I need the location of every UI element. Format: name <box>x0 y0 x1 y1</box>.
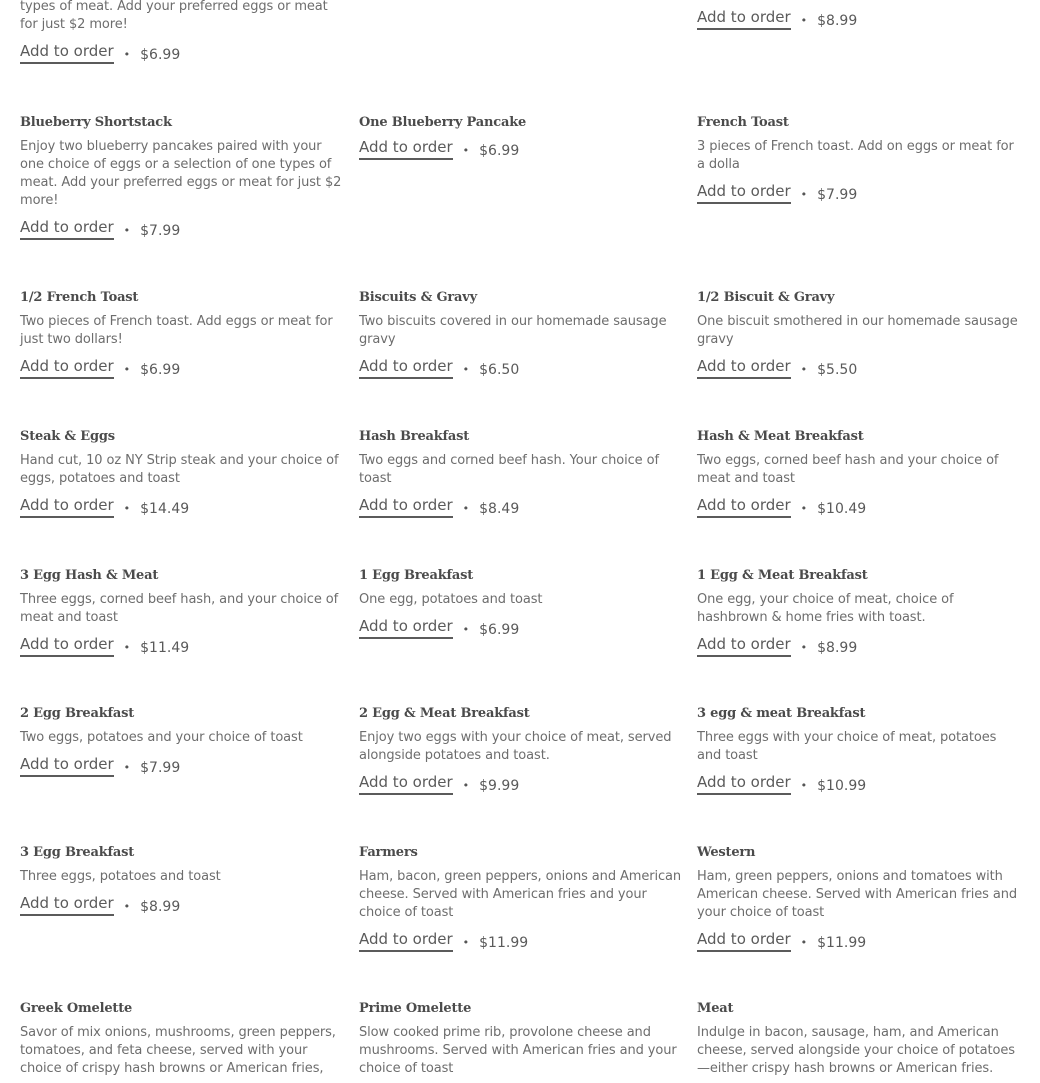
menu-item-card <box>697 289 1020 381</box>
separator-dot: • <box>800 935 808 949</box>
menu-item-card <box>359 844 682 954</box>
item-title: Meat <box>697 1001 734 1016</box>
add-to-order-button[interactable]: Add to order <box>359 496 453 518</box>
item-price: $11.99 <box>479 935 529 951</box>
menu-item-card <box>359 705 682 797</box>
item-description: Savor of mix onions, mushrooms, green peppers, tomatoes, and feta cheese, served with your choice of crispy hash browns or American fries, <box>20 1025 336 1076</box>
item-description: 3 pieces of French toast. Add on eggs or meat for a dolla <box>697 139 1014 172</box>
item-title: 1/2 Biscuit & Gravy <box>697 290 835 305</box>
separator-dot: • <box>462 143 470 157</box>
add-to-order-button[interactable]: Add to order <box>20 755 114 777</box>
separator-dot: • <box>462 935 470 949</box>
separator-dot: • <box>800 13 808 27</box>
order-row <box>697 180 1020 206</box>
item-title: Hash & Meat Breakfast <box>697 429 864 444</box>
menu-item-card <box>359 567 682 641</box>
order-row <box>359 928 682 954</box>
item-price: $7.99 <box>817 187 858 203</box>
menu-item-card <box>20 567 343 659</box>
menu-item-card <box>697 1000 1020 1083</box>
item-price: $6.50 <box>479 362 520 378</box>
item-description: One egg, potatoes and toast <box>359 592 543 607</box>
item-price: $8.49 <box>479 501 520 517</box>
order-row <box>697 494 1020 520</box>
item-description: Ham, green peppers, onions and tomatoes with American cheese. Served with American fries and your choice of toast <box>697 869 1017 920</box>
item-price: $6.99 <box>140 47 181 63</box>
item-price: $7.99 <box>140 760 181 776</box>
item-price: $6.99 <box>140 362 181 378</box>
item-title: Prime Omelette <box>359 1001 472 1016</box>
separator-dot: • <box>462 622 470 636</box>
item-price: $8.99 <box>817 640 858 656</box>
add-to-order-button[interactable]: Add to order <box>697 773 791 795</box>
item-description: Ham, bacon, green peppers, onions and American cheese. Served with American fries and your choice of toast <box>359 869 682 920</box>
item-title: One Blueberry Pancake <box>359 115 527 130</box>
menu-item-card <box>697 844 1020 954</box>
menu-item-card <box>359 1000 682 1083</box>
add-to-order-button[interactable]: Add to order <box>20 635 114 657</box>
item-title: Blueberry Shortstack <box>20 115 172 130</box>
add-to-order-button[interactable]: Add to order <box>359 138 453 160</box>
item-title: 3 Egg Breakfast <box>20 845 135 860</box>
order-row <box>359 771 682 797</box>
menu-item-card <box>20 428 343 520</box>
order-row <box>20 494 343 520</box>
order-row <box>20 40 343 66</box>
separator-dot: • <box>123 223 131 237</box>
item-description: One egg, your choice of meat, choice of hashbrown & home fries with toast. <box>697 592 954 625</box>
add-to-order-button[interactable]: Add to order <box>697 496 791 518</box>
add-to-order-button[interactable]: Add to order <box>697 930 791 952</box>
separator-dot: • <box>462 501 470 515</box>
item-description: Two eggs, corned beef hash and your choice of meat and toast <box>697 453 999 486</box>
item-title: 3 egg & meat Breakfast <box>697 706 866 721</box>
item-description: Indulge in bacon, sausage, ham, and American cheese, served alongside your choice of potatoes—either crispy hash browns or American fries. <box>697 1025 1015 1076</box>
separator-dot: • <box>800 778 808 792</box>
add-to-order-button[interactable]: Add to order <box>20 218 114 240</box>
item-description: Enjoy two blueberry pancakes paired with your one choice of eggs or a selection of one types of meat. Add your preferred eggs or meat for just $2 more! <box>20 139 342 208</box>
add-to-order-button[interactable]: Add to order <box>20 357 114 379</box>
item-price: $7.99 <box>140 223 181 239</box>
item-description: Three eggs with your choice of meat, potatoes and toast <box>697 730 997 763</box>
menu-item-card <box>359 114 682 162</box>
order-row <box>697 928 1020 954</box>
order-row <box>697 355 1020 381</box>
order-row <box>359 136 682 162</box>
menu-item-card <box>20 1000 343 1083</box>
menu-item-card <box>697 6 1020 32</box>
item-price: $11.99 <box>817 935 867 951</box>
separator-dot: • <box>123 640 131 654</box>
separator-dot: • <box>123 501 131 515</box>
add-to-order-button[interactable]: Add to order <box>359 617 453 639</box>
item-description: Three eggs, potatoes and toast <box>20 869 221 884</box>
separator-dot: • <box>462 362 470 376</box>
item-title: French Toast <box>697 115 789 130</box>
separator-dot: • <box>800 187 808 201</box>
item-price: $14.49 <box>140 501 190 517</box>
separator-dot: • <box>800 501 808 515</box>
separator-dot: • <box>123 47 131 61</box>
item-title: 2 Egg Breakfast <box>20 706 135 721</box>
add-to-order-button[interactable]: Add to order <box>697 182 791 204</box>
separator-dot: • <box>123 899 131 913</box>
menu-item-card <box>359 289 682 381</box>
item-title: Farmers <box>359 845 418 860</box>
item-description: Two biscuits covered in our homemade sausage gravy <box>359 314 667 347</box>
order-row <box>359 615 682 641</box>
item-description: Two pieces of French toast. Add eggs or meat for just two dollars! <box>20 314 333 347</box>
separator-dot: • <box>462 778 470 792</box>
separator-dot: • <box>123 760 131 774</box>
item-description: Three eggs, corned beef hash, and your choice of meat and toast <box>20 592 339 625</box>
menu-item-card <box>20 0 343 66</box>
add-to-order-button[interactable]: Add to order <box>20 42 114 64</box>
item-title: Hash Breakfast <box>359 429 470 444</box>
item-price: $9.99 <box>479 778 520 794</box>
menu-item-card <box>20 705 343 779</box>
add-to-order-button[interactable]: Add to order <box>359 930 453 952</box>
menu-item-card <box>20 114 343 242</box>
item-description: Hand cut, 10 oz NY Strip steak and your choice of eggs, potatoes and toast <box>20 453 339 486</box>
add-to-order-button[interactable]: Add to order <box>20 496 114 518</box>
item-price: $6.99 <box>479 622 520 638</box>
menu-item-card <box>697 705 1020 797</box>
item-price: $10.99 <box>817 778 867 794</box>
menu-item-card <box>697 567 1020 659</box>
order-row <box>697 6 1020 32</box>
order-row <box>20 753 343 779</box>
item-description: Slow cooked prime rib, provolone cheese and mushrooms. Served with American fries and your choice of toast <box>359 1025 677 1076</box>
add-to-order-button[interactable]: Add to order <box>359 773 453 795</box>
item-title: Steak & Eggs <box>20 429 115 444</box>
menu-item-card <box>20 289 343 381</box>
add-to-order-button[interactable]: Add to order <box>20 894 114 916</box>
item-description: Two eggs and corned beef hash. Your choice of toast <box>359 453 659 486</box>
order-row <box>20 633 343 659</box>
item-price: $8.99 <box>140 899 181 915</box>
item-title: 3 Egg Hash & Meat <box>20 568 159 583</box>
order-row <box>359 494 682 520</box>
item-price: $5.50 <box>817 362 858 378</box>
order-row <box>20 216 343 242</box>
item-price: $11.49 <box>140 640 190 656</box>
order-row <box>359 355 682 381</box>
separator-dot: • <box>800 640 808 654</box>
item-description: types of meat. Add your preferred eggs or meat for just $2 more! <box>20 0 328 32</box>
item-title: Greek Omelette <box>20 1001 133 1016</box>
item-title: 2 Egg & Meat Breakfast <box>359 706 530 721</box>
add-to-order-button[interactable]: Add to order <box>697 357 791 379</box>
add-to-order-button[interactable]: Add to order <box>359 357 453 379</box>
item-description: One biscuit smothered in our homemade sausage gravy <box>697 314 1018 347</box>
item-price: $8.99 <box>817 13 858 29</box>
order-row <box>20 355 343 381</box>
menu-item-card <box>359 428 682 520</box>
item-title: 1/2 French Toast <box>20 290 139 305</box>
item-title: 1 Egg Breakfast <box>359 568 474 583</box>
item-price: $10.49 <box>817 501 867 517</box>
item-title: 1 Egg & Meat Breakfast <box>697 568 868 583</box>
menu-item-card <box>20 844 343 918</box>
item-price: $6.99 <box>479 143 520 159</box>
item-description: Enjoy two eggs with your choice of meat, served alongside potatoes and toast. <box>359 730 672 763</box>
separator-dot: • <box>800 362 808 376</box>
order-row <box>697 633 1020 659</box>
item-title: Western <box>697 845 756 860</box>
menu-item-card <box>697 114 1020 206</box>
order-row <box>20 892 343 918</box>
menu-item-card <box>697 428 1020 520</box>
add-to-order-button[interactable]: Add to order <box>697 8 791 30</box>
separator-dot: • <box>123 362 131 376</box>
order-row <box>697 771 1020 797</box>
item-description: Two eggs, potatoes and your choice of toast <box>20 730 303 745</box>
add-to-order-button[interactable]: Add to order <box>697 635 791 657</box>
item-title: Biscuits & Gravy <box>359 290 477 305</box>
